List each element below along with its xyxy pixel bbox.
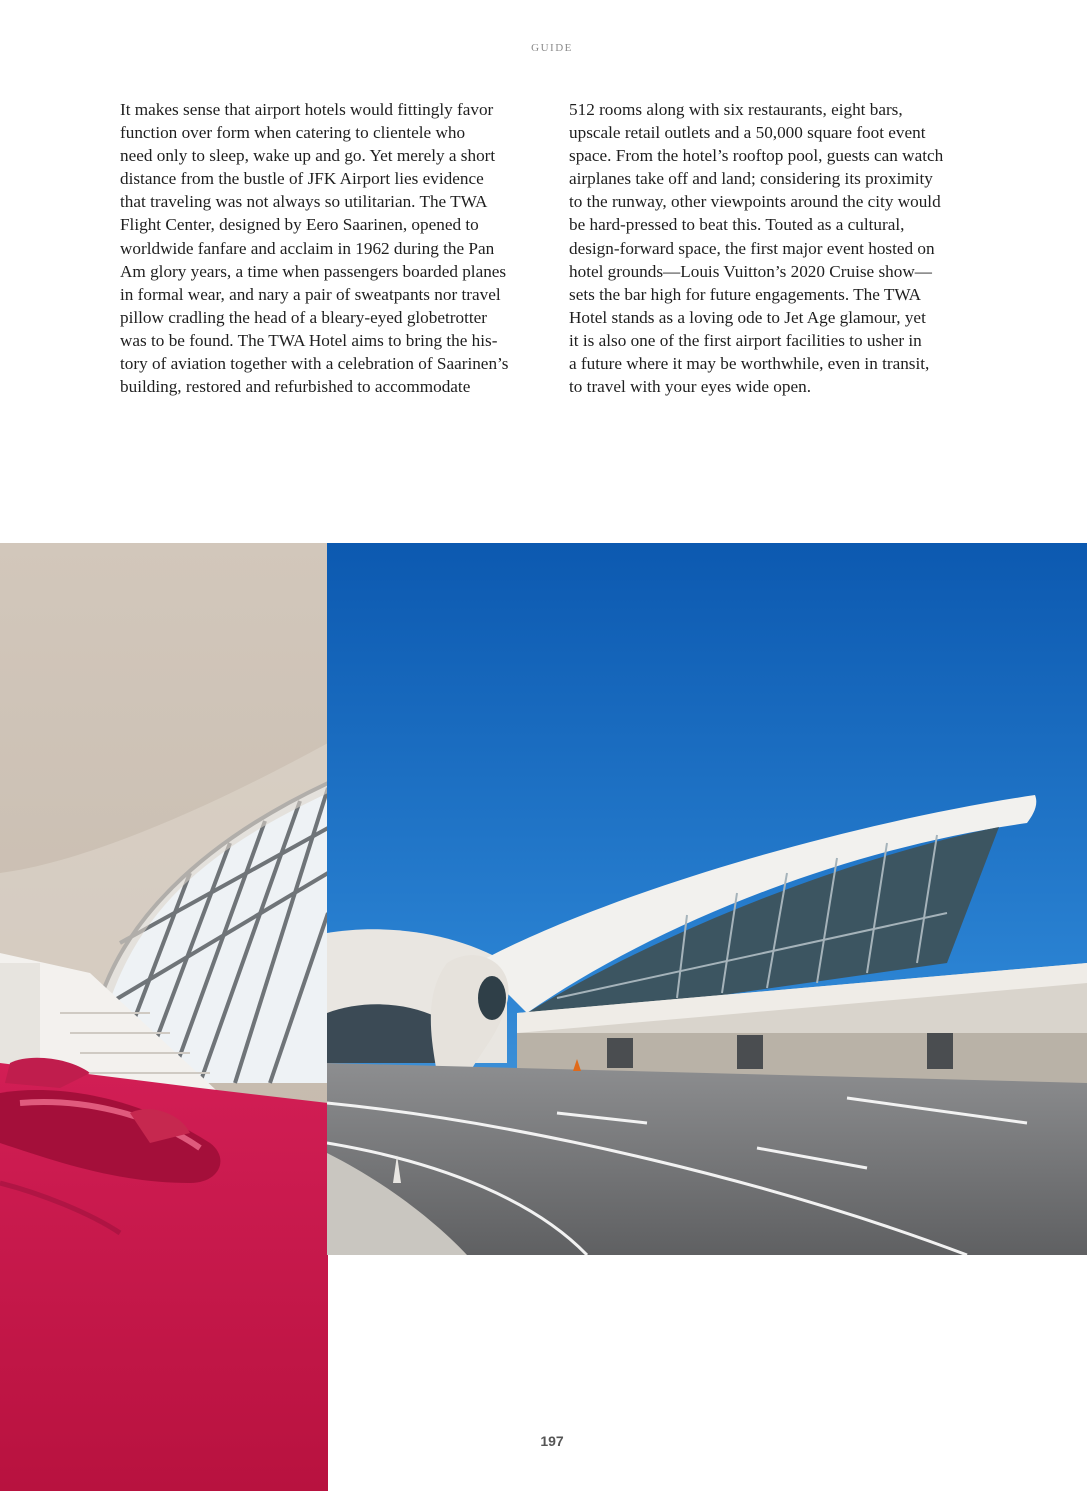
exterior-photo bbox=[327, 543, 1087, 1255]
text-line: tory of aviation together with a celebration of Saarinen’s bbox=[120, 354, 509, 374]
text-line: design-forward space, the first major event hosted on bbox=[569, 238, 935, 258]
text-line: airplanes take off and land; considering its proximity bbox=[569, 169, 933, 189]
text-line: space. From the hotel’s rooftop pool, guests can watch bbox=[569, 146, 944, 166]
text-line: Flight Center, designed by Eero Saarinen, opened to bbox=[120, 215, 479, 235]
text-line: upscale retail outlets and a 50,000 square foot event bbox=[569, 123, 926, 143]
text-line: in formal wear, and nary a pair of sweatpants nor travel bbox=[120, 284, 501, 304]
text-line: distance from the bustle of JFK Airport lies evidence bbox=[120, 169, 484, 189]
text-line: it is also one of the first airport facilities to usher in bbox=[569, 330, 922, 350]
text-line: to travel with your eyes wide open. bbox=[569, 377, 811, 397]
text-line: Hotel stands as a loving ode to Jet Age glamour, yet bbox=[569, 307, 926, 327]
text-line: to the runway, other viewpoints around the city would bbox=[569, 192, 941, 212]
text-line: It makes sense that airport hotels would fittingly favor bbox=[120, 100, 494, 119]
text-line: worldwide fanfare and acclaim in 1962 during the Pan bbox=[120, 238, 495, 258]
article-column-right bbox=[569, 98, 979, 398]
article-column-left bbox=[120, 98, 540, 398]
text-line: pillow cradling the head of a bleary-eyed globetrotter bbox=[120, 307, 487, 327]
text-line: be hard-pressed to beat this. Touted as a cultural, bbox=[569, 215, 905, 235]
text-line: need only to sleep, wake up and go. Yet merely a short bbox=[120, 146, 496, 166]
interior-photo bbox=[0, 543, 328, 1491]
text-line: 512 rooms along with six restaurants, eight bars, bbox=[569, 100, 903, 119]
text-line: function over form when catering to clientele who bbox=[120, 123, 466, 143]
page-number: 197 bbox=[540, 1433, 564, 1449]
text-line: building, restored and refurbished to accommodate bbox=[120, 377, 471, 397]
text-line: was to be found. The TWA Hotel aims to bring the his- bbox=[120, 330, 498, 350]
text-line: that traveling was not always so utilitarian. The TWA bbox=[120, 192, 488, 212]
text-line: a future where it may be worthwhile, even in transit, bbox=[569, 354, 930, 374]
text-line: hotel grounds—Louis Vuitton’s 2020 Cruise show— bbox=[569, 261, 932, 281]
text-line: sets the bar high for future engagements. The TWA bbox=[569, 284, 922, 304]
text-line: Am glory years, a time when passengers boarded planes bbox=[120, 261, 507, 281]
running-head: GUIDE bbox=[531, 42, 573, 54]
